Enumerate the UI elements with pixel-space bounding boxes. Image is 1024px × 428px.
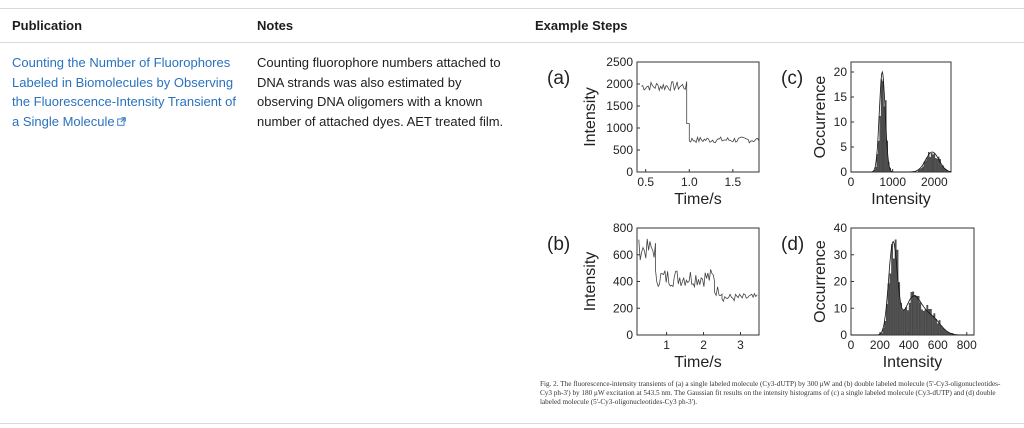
x-tick-label: 0 bbox=[847, 175, 855, 189]
y-tick-label: 400 bbox=[612, 274, 633, 289]
x-tick-label: 2 bbox=[700, 338, 707, 352]
x-tick-label: 1 bbox=[663, 338, 670, 352]
histogram-bar bbox=[905, 307, 906, 335]
histogram-bar bbox=[937, 159, 938, 172]
y-axis-label: Intensity bbox=[582, 251, 599, 312]
y-axis-label: Occurrence bbox=[812, 75, 829, 159]
x-tick-label: 0 bbox=[847, 338, 855, 352]
histogram-bar bbox=[880, 116, 881, 172]
x-tick-label: 3 bbox=[737, 338, 744, 352]
histogram-bar bbox=[875, 167, 876, 172]
histogram-bar bbox=[897, 250, 898, 335]
x-tick-label: 600 bbox=[927, 338, 948, 352]
histogram-bar bbox=[935, 319, 936, 335]
y-tick-label: 0 bbox=[840, 328, 847, 342]
histogram-bar bbox=[925, 310, 926, 335]
publication-title[interactable]: Counting the Number of Fluorophores Labeled in Biomolecules by Observing the Fluorescence-Intensity Transient of a Single Molecule bbox=[12, 55, 237, 129]
panel-label: (a) bbox=[547, 68, 571, 89]
histogram-bar bbox=[888, 284, 889, 335]
x-axis-label: Time/s bbox=[674, 191, 722, 208]
histogram-bar bbox=[882, 81, 883, 172]
histogram-bar bbox=[914, 295, 915, 335]
figure-charts bbox=[535, 52, 1015, 422]
histogram-bar bbox=[934, 154, 935, 172]
y-tick-label: 0 bbox=[626, 165, 633, 179]
histogram-bar bbox=[920, 169, 921, 172]
histogram-bar bbox=[932, 316, 933, 335]
x-axis-label: Intensity bbox=[871, 191, 931, 208]
histogram-bar bbox=[941, 326, 942, 335]
external-link-icon bbox=[117, 117, 126, 126]
histogram-bar bbox=[942, 328, 943, 335]
histogram-bar bbox=[893, 259, 894, 335]
y-tick-label: 2500 bbox=[606, 55, 633, 69]
header-publication: Publication bbox=[12, 18, 83, 33]
histogram-bar bbox=[913, 292, 914, 335]
histogram-bar bbox=[927, 157, 928, 172]
y-tick-label: 40 bbox=[833, 221, 847, 235]
chart-panel-b bbox=[547, 221, 759, 371]
y-tick-label: 2000 bbox=[606, 77, 633, 91]
histogram-bar bbox=[922, 167, 923, 172]
histogram-bar bbox=[931, 153, 932, 172]
chart-panel-d bbox=[781, 221, 977, 371]
y-tick-label: 1500 bbox=[606, 99, 633, 113]
histogram-bar bbox=[907, 310, 908, 335]
x-tick-label: 0.5 bbox=[637, 175, 655, 189]
y-axis-label: Intensity bbox=[582, 87, 599, 147]
y-tick-label: 500 bbox=[612, 143, 633, 157]
x-tick-label: 2000 bbox=[920, 175, 948, 189]
histogram-bar bbox=[925, 161, 926, 172]
x-tick-label: 1.0 bbox=[680, 175, 698, 189]
x-tick-label: 200 bbox=[869, 338, 890, 352]
histogram-bar bbox=[891, 244, 892, 335]
y-tick-label: 15 bbox=[833, 90, 847, 104]
header-example-steps: Example Steps bbox=[535, 18, 628, 33]
histogram-bar bbox=[932, 155, 933, 172]
publication-link[interactable] bbox=[12, 53, 244, 131]
series-line bbox=[641, 82, 759, 143]
histogram-bar bbox=[909, 303, 910, 335]
y-tick-label: 5 bbox=[840, 140, 847, 154]
histogram-bar bbox=[930, 309, 931, 335]
y-tick-label: 1000 bbox=[606, 121, 633, 135]
y-tick-label: 20 bbox=[833, 65, 847, 79]
histogram-bar bbox=[881, 333, 882, 335]
notes-text: Counting fluorophore numbers attached to DNA strands was also estimated by observing DNA oligomers with a known number of attached dyes. AET treated film. bbox=[257, 55, 504, 129]
x-tick-label: 800 bbox=[956, 338, 977, 352]
histogram-bar bbox=[884, 321, 885, 335]
y-tick-label: 10 bbox=[833, 115, 847, 129]
histogram-bar bbox=[935, 158, 936, 172]
series-line bbox=[639, 239, 757, 301]
y-tick-label: 20 bbox=[833, 274, 847, 289]
chart-panel-a bbox=[547, 55, 759, 208]
y-tick-label: 0 bbox=[840, 165, 847, 179]
gaussian-fit-line bbox=[851, 72, 951, 172]
example-figure bbox=[535, 52, 1015, 422]
panel-label: (b) bbox=[547, 234, 571, 255]
x-axis-label: Time/s bbox=[674, 354, 722, 371]
table-bottom-border bbox=[0, 423, 1024, 424]
y-tick-label: 200 bbox=[612, 301, 633, 316]
histogram-bar bbox=[890, 274, 891, 335]
histogram-bar bbox=[916, 296, 917, 335]
x-axis-label: Intensity bbox=[882, 354, 943, 371]
histogram-bar bbox=[930, 157, 931, 172]
histogram-bar bbox=[911, 292, 912, 335]
y-tick-label: 800 bbox=[612, 221, 633, 235]
histogram-bar bbox=[941, 166, 942, 172]
histogram-bar bbox=[921, 310, 922, 335]
chart-panel-c bbox=[781, 62, 951, 208]
histogram-bar bbox=[878, 141, 879, 172]
histogram-bar bbox=[946, 331, 947, 335]
panel-label: (d) bbox=[781, 234, 805, 255]
histogram-bar bbox=[921, 168, 922, 172]
header-notes: Notes bbox=[257, 18, 294, 33]
histogram-bar bbox=[920, 303, 921, 335]
x-tick-label: 1000 bbox=[879, 175, 907, 189]
histogram-bar bbox=[918, 296, 919, 335]
histogram-bar bbox=[923, 311, 924, 335]
histogram-bar bbox=[881, 80, 882, 172]
histogram-bar bbox=[884, 107, 885, 172]
figure-caption: Fig. 2. The fluorescence-intensity transients of (a) a single labeled molecule (Cy3-dUTP) by 300 μW and (b) double labeled molecule (5'-Cy3-oligonucleotides-Cy3 ph-3') by 180 μW excitation at 543.5 nm. The Gaussian fit results on the intensity histograms of (c) a single labeled molecule (Cy3-dUTP) and (d) double labeled molecule (5'-Cy3-oligonucleotides-Cy3 ph-3'). bbox=[540, 380, 1001, 406]
histogram-bar bbox=[904, 309, 905, 335]
x-tick-label: 1.5 bbox=[724, 175, 742, 189]
histogram-bar bbox=[937, 324, 938, 335]
header-divider bbox=[0, 42, 1024, 43]
histogram-bar bbox=[927, 305, 928, 335]
histogram-bar bbox=[902, 310, 903, 335]
table-top-border bbox=[0, 8, 1024, 9]
y-tick-label: 0 bbox=[626, 328, 633, 342]
plot-frame bbox=[637, 62, 759, 172]
y-tick-label: 600 bbox=[612, 247, 633, 262]
x-tick-label: 400 bbox=[898, 338, 919, 352]
y-axis-label: Occurrence bbox=[812, 240, 829, 323]
panel-label: (c) bbox=[781, 68, 804, 89]
y-tick-label: 10 bbox=[833, 301, 847, 316]
y-tick-label: 30 bbox=[833, 247, 847, 262]
